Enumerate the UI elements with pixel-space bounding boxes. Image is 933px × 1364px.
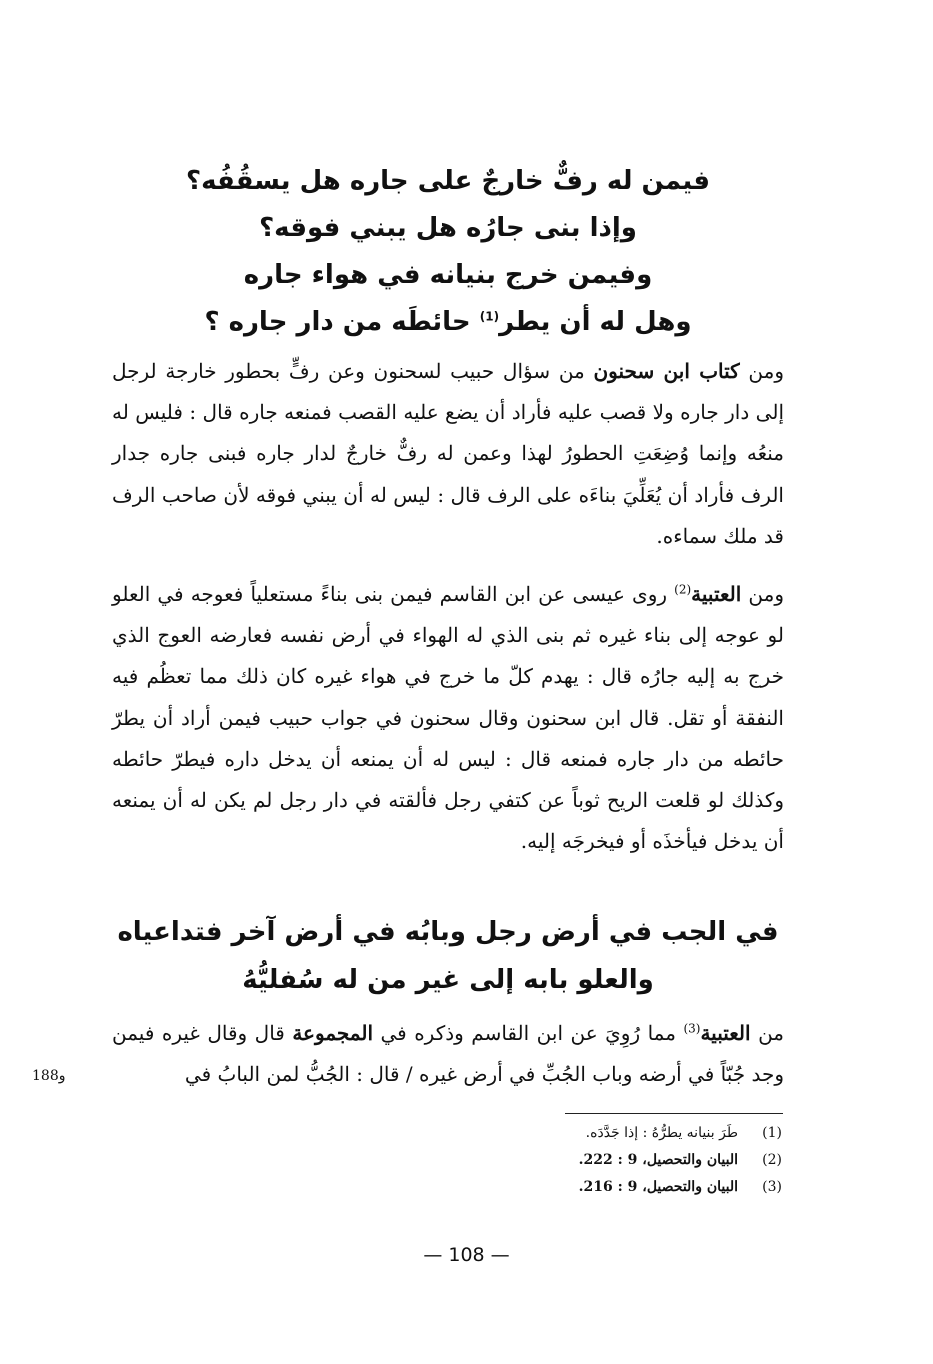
- footnote-divider: [565, 1113, 783, 1114]
- footnote-item: [400, 1174, 782, 1201]
- section-heading-2: [112, 908, 784, 1004]
- footnotes: [400, 1120, 782, 1201]
- paragraph-2: [112, 574, 784, 862]
- heading-line: والعلو بابه إلى غير من له سُفليُّهُ: [242, 965, 654, 995]
- footnote-ref-2: (2): [674, 582, 692, 597]
- page-number: — 108 —: [423, 1244, 510, 1266]
- heading-line: في الجب في أرض رجل وبابُه في أرض آخر فتداعياه: [117, 917, 779, 947]
- heading-line: فيمن له رفٌّ خارجٌ على جاره هل يسقُفُه؟: [186, 166, 710, 196]
- footnote-ref-1: (1): [479, 309, 500, 324]
- footnote-citation: البيان والتحصيل، 9 : 216.: [578, 1179, 738, 1195]
- source-title: العتبية: [700, 1021, 751, 1045]
- footnote-text: [579, 1174, 746, 1201]
- footnote-ref-3: (3): [683, 1021, 701, 1036]
- footnote-number: (3): [762, 1179, 782, 1195]
- source-title: العتبية: [691, 582, 742, 606]
- paragraph-text: قال وقال غيره فيمن وجد جُبّاً في أرضه وباب الجُبِّ في أرض غيره / قال : الجُبُّ لمن البابُ في: [112, 1021, 784, 1087]
- footnote-citation: البيان والتحصيل، 9 : 222.: [578, 1152, 738, 1168]
- heading-line-with-ref: [112, 299, 784, 346]
- footnote-item: [400, 1147, 782, 1174]
- paragraph-lead: ومن: [739, 359, 785, 383]
- section-heading-1: [112, 158, 784, 346]
- footnote-text: [579, 1147, 746, 1174]
- paragraph-text: مما رُوِيَ عن ابن القاسم وذكره في: [373, 1021, 684, 1045]
- source-title: المجموعة: [292, 1021, 374, 1045]
- footnote-text: طَرَ بنيانه يطرُّهُ : إذا جَدَّدَه.: [585, 1125, 738, 1141]
- footnote-item: [400, 1120, 782, 1147]
- heading-line-part: حائطَه من دار جاره ؟: [204, 307, 471, 337]
- paragraph-1: [112, 351, 784, 557]
- margin-folio-note: 188و: [32, 1068, 66, 1084]
- heading-line: وفيمن خرج بنيانه في هواء جاره: [243, 260, 653, 290]
- paragraph-text: روى عيسى عن ابن القاسم فيمن بنى بناءً مستعلياً فعوجه في العلو لو عوجه إلى بناء غيره ثم بنى الذي له الهواء في أرض نفسه فعارضه العوج الذي خرج به إليه جارُه قال : يهدم كلّ ما خرج في هواء غيره كان ذلك مما تعظُم فيه النفقة أو تقل. قال ابن سحنون وقال سحنون في جواب حبيب فيمن أراد أن يطرّ حائطه من دار جاره فمنعه قال : ليس له أن يمنعه أن يدخل داره فيطرّ حائطه وكذلك لو قلعت الريح ثوباً عن كتفي رجل فألقته في دار رجل لم يكن له أن يمنعه أن يدخل فيأخذَه أو فيخرجَه إليه.: [112, 582, 784, 854]
- footnote-number: (1): [762, 1125, 782, 1141]
- heading-line: وإذا بنى جارُه هل يبني فوقه؟: [259, 213, 637, 243]
- heading-line-part: وهل له أن يطر: [499, 307, 692, 337]
- source-title: كتاب ابن سحنون: [593, 359, 740, 383]
- paragraph-lead: ومن: [741, 582, 785, 606]
- footnote-number: (2): [762, 1152, 782, 1168]
- paragraph-text: من سؤال حبيب لسحنون وعن رفٍّ بحطور خارجة لرجل إلى دار جاره ولا قصب عليه فأراد أن يضع عليه القصب فمنعه جاره قال : فليس له منعُه وإنما وُضِعَتِ الحطورُ لهذا وعمن له رفٌّ خارجٌ لدار جاره فبنى جاره جدار الرف فأراد أن يُعَلِّيَ بناءَه على الرف قال : ليس له أن يبني فوقه لأن صاحب الرف قد ملك سماءه.: [112, 359, 784, 548]
- paragraph-3: [112, 1013, 784, 1095]
- paragraph-lead: من: [750, 1021, 785, 1045]
